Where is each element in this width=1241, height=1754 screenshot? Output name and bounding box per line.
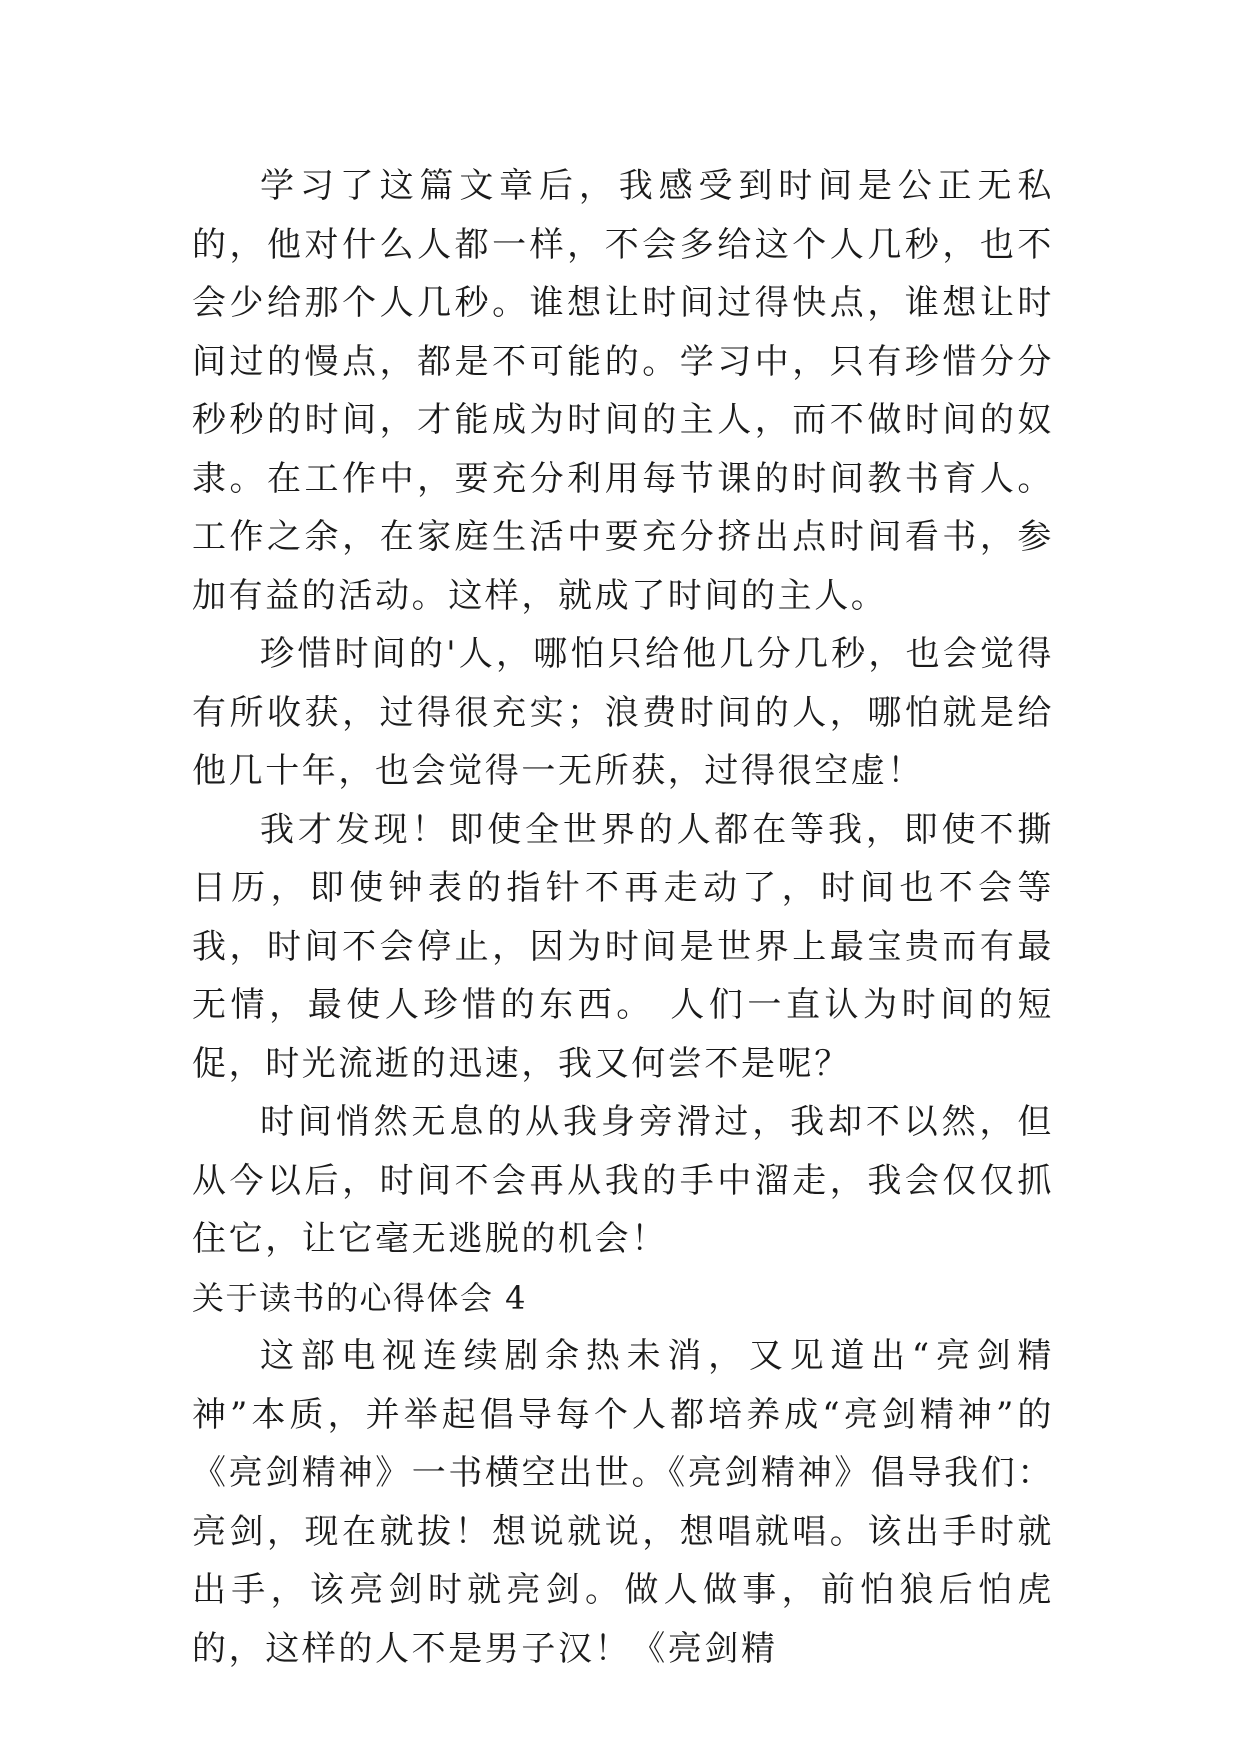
- paragraph-4: 时间悄然无息的从我身旁滑过，我却不以然，但从今以后，时间不会再从我的手中溜走，我会仅仅抓住它，让它毫无逃脱的机会！: [192, 1102, 1054, 1259]
- section-heading: 关于读书的心得体会 4: [192, 1278, 528, 1317]
- paragraph-3: 我才发现！即使全世界的人都在等我，即使不撕日历，即使钟表的指针不再走动了，时间也不会等我，时间不会停止，因为时间是世界上最宝贵而有最无情，最使人珍惜的东西。 人们一直认为时间的短促，时光流逝的迅速，我又何尝不是呢？: [192, 809, 1054, 1084]
- paragraph-1: 学习了这篇文章后，我感受到时间是公正无私的，他对什么人都一样，不会多给这个人几秒，也不会少给那个人几秒。谁想让时间过得快点，谁想让时间过的慢点，都是不可能的。学习中，只有珍惜分分秒秒的时间，才能成为时间的主人，而不做时间的奴隶。在工作中，要充分利用每节课的时间教书育人。工作之余，在家庭生活中要充分挤出点时间看书，参加有益的活动。这样，就成了时间的主人。: [192, 166, 1054, 616]
- paragraph-2: 珍惜时间的'人，哪怕只给他几分几秒，也会觉得有所收获，过得很充实；浪费时间的人，哪怕就是给他几十年，也会觉得一无所获，过得很空虚！: [192, 634, 1054, 791]
- document-body: [192, 157, 1054, 1678]
- section-paragraph: 这部电视连续剧余热未消，又见道出“亮剑精神”本质，并举起倡导每个人都培养成“亮剑精神”的《亮剑精神》一书横空出世。《亮剑精神》倡导我们：亮剑，现在就拔！想说就说，想唱就唱。该出手时就出手，该亮剑时就亮剑。做人做事，前怕狼后怕虎的，这样的人不是男子汉！《亮剑精: [192, 1336, 1054, 1669]
